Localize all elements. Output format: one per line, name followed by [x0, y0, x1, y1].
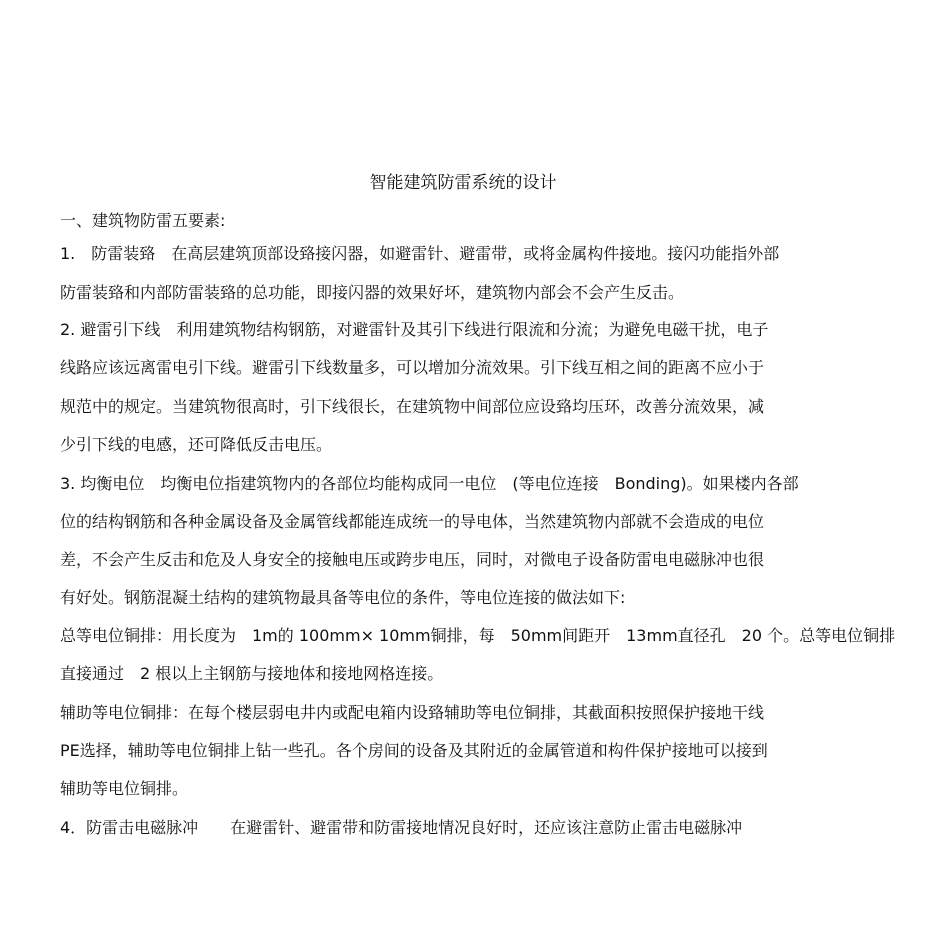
paragraph-line: 辅助等电位铜排：在每个楼层弱电井内或配电箱内设臵辅助等电位铜排，其截面积按照保护接地干线 — [60, 703, 765, 722]
paragraph-line: 直接通过 2 根以上主钢筋与接地体和接地网格连接。 — [60, 664, 444, 683]
section-heading: 一、建筑物防雷五要素: — [60, 211, 226, 230]
paragraph-line: 有好处。钢筋混凝土结构的建筑物最具备等电位的条件，等电位连接的做法如下: — [60, 588, 626, 607]
paragraph-line: 2. 避雷引下线 利用建筑物结构钢筋，对避雷针及其引下线进行限流和分流；为避免电磁干扰，电子 — [60, 320, 769, 339]
paragraph-line: 辅助等电位铜排。 — [60, 779, 189, 798]
paragraph-line: 3. 均衡电位 均衡电位指建筑物内的各部位均能构成同一电位 (等电位连接 Bonding)。如果楼内各部 — [60, 474, 799, 493]
paragraph-line: 差，不会产生反击和危及人身安全的接触电压或跨步电压，同时，对微电子设备防雷电电磁脉冲也很 — [60, 550, 765, 569]
paragraph-line: 位的结构钢筋和各种金属设备及金属管线都能连成统一的导电体，当然建筑物内部就不会造成的电位 — [60, 512, 765, 531]
paragraph-line: 1. 防雷装臵 在高层建筑顶部设臵接闪器，如避雷针、避雷带，或将金属构件接地。接闪功能指外部 — [60, 244, 780, 263]
paragraph-line: PE选择，辅助等电位铜排上钻一些孔。各个房间的设备及其附近的金属管道和构件保护接地可以接到 — [60, 741, 768, 760]
paragraph-line: 防雷装臵和内部防雷装臵的总功能，即接闪器的效果好坏，建筑物内部会不会产生反击。 — [60, 283, 685, 302]
page-title: 智能建筑防雷系统的设计 — [369, 173, 557, 193]
paragraph-line: 线路应该远离雷电引下线。避雷引下线数量多，可以增加分流效果。引下线互相之间的距离不应小于 — [60, 358, 765, 377]
paragraph-line: 总等电位铜排：用长度为 1m的 100mm× 10mm铜排，每 50mm间距开 13mm直径孔 20 个。总等电位铜排 — [60, 626, 896, 645]
paragraph-line: 少引下线的电感，还可降低反击电压。 — [60, 435, 333, 454]
paragraph-line: 规范中的规定。当建筑物很高时，引下线很长，在建筑物中间部位应设臵均压环，改善分流效果，减 — [60, 397, 765, 416]
paragraph-line: 4．防雷击电磁脉冲 在避雷针、避雷带和防雷接地情况良好时，还应该注意防止雷击电磁脉冲 — [60, 818, 743, 837]
